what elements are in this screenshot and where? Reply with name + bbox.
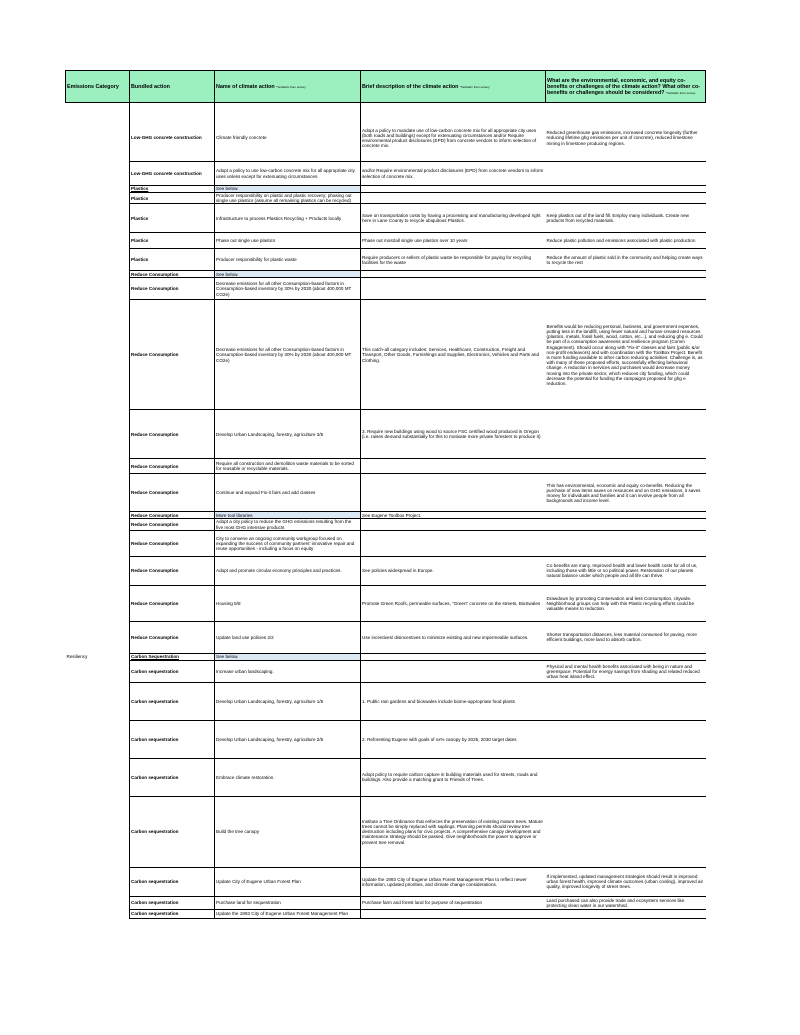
table-row: [66, 585, 706, 621]
description-cell[interactable]: Update the 1993 City of Eugene Urban Forest Management Plan to reflect newer information, updated priorities, and climate change considerations.: [361, 867, 546, 896]
table-row: [66, 909, 706, 918]
bundled-action-cell[interactable]: Reduce Consumption: [130, 512, 215, 519]
description-cell[interactable]: Use incentives/ disincentives to minimize existing and new impermeable surfaces.: [361, 621, 546, 653]
bundled-action-cell[interactable]: Carbon sequestration: [130, 909, 215, 918]
bundled-action-cell[interactable]: Reduce Consumption: [130, 519, 215, 530]
bundled-action-cell[interactable]: Reduce Consumption: [130, 300, 215, 410]
description-cell[interactable]: [361, 474, 546, 512]
header-bundled-action[interactable]: Bundled action: [130, 71, 215, 103]
bundled-action-cell[interactable]: Carbon sequestration: [130, 796, 215, 867]
category-cell[interactable]: Resiliency: [66, 654, 88, 660]
bundled-action-cell[interactable]: Carbon sequestration: [130, 720, 215, 758]
description-cell[interactable]: This catch-all category includes: Services, Healthcare, Construction, Freight and Transport, Other Goods, Furnishings and Supplies, Electronics, Vehicles and Parts and Clothing.: [361, 300, 546, 410]
description-cell[interactable]: and/or Require environmental product disclosures (EPD) from concrete vendors to inform selection of concrete mix.: [361, 162, 546, 186]
bundled-action-cell[interactable]: Plastics: [130, 204, 215, 233]
action-name-cell[interactable]: Build the tree canopy: [215, 796, 361, 867]
header-emissions-category[interactable]: Emissions Category: [66, 71, 130, 103]
bundled-action-cell[interactable]: Carbon sequestration: [130, 682, 215, 720]
co-benefits-cell[interactable]: [546, 459, 706, 474]
bundled-action-cell[interactable]: Reduce Consumption: [130, 530, 215, 556]
bundled-action-cell[interactable]: Reduce Consumption: [130, 621, 215, 653]
spacer-row: [66, 103, 706, 116]
action-name-cell[interactable]: Require all construction and demolition waste materials to be sorted for reusable or recyclable materials.: [215, 459, 361, 474]
action-name-cell[interactable]: Embrace climate restoration.: [215, 758, 361, 796]
category-cell[interactable]: [66, 720, 130, 758]
co-benefits-cell[interactable]: [546, 410, 706, 459]
header-note: *Verbatim from survey: [459, 84, 490, 89]
co-benefits-cell[interactable]: Benefits would be reducing personal, business, and government expenses, putting less in the landfill, using fewer natural and human-created resources (plastics, metals, fossil fuels, wood, cotton, etc...), and reducing ghg e. Could be part of a consumption awareness and resilience program (Comm Engagement). Should occur along with "Fix-it" classes and fairs (public &/or non-profit endeavors) and with coordination with the ToolBox Project. Benefit is more funding available to other carbon reducing activities. Challenge is, as with many of these proposed efforts, successfully effecting behavioral change. A reduction in services and purchases would decrease money moving into the private sector, which reduces city funding, which could decrease the potential for funding the campaigns proposed for ghg e reduction.: [546, 300, 706, 410]
action-name-cell[interactable]: Phase out single use plastics: [215, 233, 361, 249]
description-cell[interactable]: Adopt a policy to mandate use of low-carbon concrete mix for all appropriate city uses (both roads and buildings) except for extenuating circumstances and/or Require environmental product disclosures (EPD) from concrete vendors to inform selection of concrete mix.: [361, 115, 546, 162]
description-cell[interactable]: [361, 278, 546, 300]
description-cell[interactable]: Purchase farm and forest land for purpose of sequestration: [361, 896, 546, 909]
bundled-action-cell[interactable]: Carbon sequestration: [130, 758, 215, 796]
bundled-action-cell[interactable]: Plastics: [130, 193, 215, 204]
action-name-cell[interactable]: Develop Urban Landscaping, forestry, agriculture 1/5: [215, 682, 361, 720]
bundled-action-cell[interactable]: Reduce Consumption: [130, 459, 215, 474]
category-cell[interactable]: [66, 278, 130, 300]
table-row: [66, 867, 706, 896]
description-cell[interactable]: [361, 519, 546, 530]
category-cell[interactable]: [66, 682, 130, 720]
category-cell[interactable]: [66, 585, 130, 621]
co-benefits-cell[interactable]: [546, 758, 706, 796]
category-cell[interactable]: [66, 233, 130, 249]
table-row: [66, 660, 706, 682]
category-cell[interactable]: [66, 909, 130, 918]
category-cell[interactable]: [66, 300, 130, 410]
co-benefits-cell[interactable]: Land purchased can also provide trade and ecosystem services like protecting clean water in our watershed.: [546, 896, 706, 909]
co-benefits-cell[interactable]: Drawdown by promoting Conservation and less Consumption, citywide. Neighborhood groups can help with this Plastic recycling efforts could be valuable means to reduction.: [546, 585, 706, 621]
action-name-cell[interactable]: Housing 5/8: [215, 585, 361, 621]
category-cell[interactable]: [66, 758, 130, 796]
description-cell[interactable]: See Eugene Toolbox Project.: [361, 512, 546, 519]
action-name-cell[interactable]: See below.: [215, 271, 361, 278]
action-name-cell[interactable]: Develop Urban Landscaping, forestry, agriculture 2/5: [215, 720, 361, 758]
bundled-action-cell[interactable]: Reduce Consumption: [130, 271, 215, 278]
co-benefits-cell[interactable]: Physical and mental health benefits associated with being in nature and greenspace. Potential for energy savings from shading and related reduced urban heat island effect.: [546, 660, 706, 682]
description-cell[interactable]: Institute a Tree Ordinance that enforces the preservation of existing mature trees. Mature trees cannot be simply replaced with saplings. Planning permits should review tree destruction including plans for civic projects. A comprehensive canopy development and maintenance strategy should be passed. Give neighborhoods the power to approve or prevent tree removal.: [361, 796, 546, 867]
co-benefits-cell[interactable]: If implemented, updated management strategies should result in improved urban forest health, improved climate outcomes (urban cooling), improved air quality, improved longevity of street trees.: [546, 867, 706, 896]
co-benefits-cell[interactable]: Reduce plastic pollution and emissions associated with plastic production: [546, 233, 706, 249]
bundled-action-cell[interactable]: Carbon sequestration: [130, 896, 215, 909]
category-cell[interactable]: [66, 459, 130, 474]
action-name-cell[interactable]: City to convene an ongoing community workgroup focused on expanding the success of community partners' innovative repair and reuse opportunities - including a focus on equity: [215, 530, 361, 556]
description-cell[interactable]: [361, 271, 546, 278]
category-cell[interactable]: [66, 796, 130, 867]
description-cell[interactable]: Save on transportation costs by having a processing and manufacturing developed right here in Lane County to recycle ubiquitous Plastics.: [361, 204, 546, 233]
co-benefits-cell[interactable]: [546, 193, 706, 204]
co-benefits-cell[interactable]: [546, 271, 706, 278]
category-cell[interactable]: [66, 186, 130, 193]
bundled-action-cell[interactable]: Reduce Consumption: [130, 278, 215, 300]
bundled-action-cell[interactable]: Plastics: [130, 186, 215, 193]
category-cell[interactable]: [66, 512, 130, 519]
table-row: [66, 271, 706, 278]
action-name-cell[interactable]: See below.: [215, 186, 361, 193]
table-row: [66, 556, 706, 585]
header-description[interactable]: Brief description of the climate action *Verbatim from survey: [361, 71, 546, 103]
table-row: [66, 459, 706, 474]
action-name-cell[interactable]: Adopt a city policy to reduce the GHG emissions resulting from the five most GHG intensive products: [215, 519, 361, 530]
description-cell[interactable]: [361, 193, 546, 204]
header-note: *Verbatim from survey: [276, 84, 306, 89]
table-row: [66, 249, 706, 271]
action-name-cell[interactable]: See below.: [215, 653, 361, 660]
table-row: [66, 474, 706, 512]
action-name-cell[interactable]: Update City of Eugene Urban Forest Plan: [215, 867, 361, 896]
table-row: [66, 512, 706, 519]
bundled-action-cell[interactable]: Plastics: [130, 233, 215, 249]
co-benefits-cell[interactable]: Keep plastics out of the land fill. Employ many individuals. Create new products from recycled materials.: [546, 204, 706, 233]
category-cell[interactable]: [66, 204, 130, 233]
category-cell[interactable]: [66, 556, 130, 585]
co-benefits-cell[interactable]: [546, 796, 706, 867]
category-cell[interactable]: [66, 519, 130, 530]
description-cell[interactable]: [361, 186, 546, 193]
category-cell[interactable]: [66, 530, 130, 556]
action-name-cell[interactable]: Update land use policies 2/2: [215, 621, 361, 653]
description-cell[interactable]: Require producers or sellers of plastic waste be responsible for paying for recycling facilities for the waste: [361, 249, 546, 271]
bundled-action-cell[interactable]: Carbon Sequestration: [130, 653, 215, 660]
action-name-cell[interactable]: Decrease emissions for all other Consumption-based factors in Consumption-based inventory by 30% by 2030 (about 400,000 MT CO2e): [215, 300, 361, 410]
description-cell[interactable]: 2. Reforesting Eugene with goals of xx% canopy by 2025, 2030 target dates: [361, 720, 546, 758]
table-row: [66, 720, 706, 758]
bundled-action-cell[interactable]: Low-GHG concrete construction: [130, 115, 215, 162]
header-climate-action-name[interactable]: Name of climate action *Verbatim from survey: [215, 71, 361, 103]
description-cell[interactable]: 1. Public rain gardens and bioswales include biome-appropriate food plants: [361, 682, 546, 720]
action-name-cell[interactable]: Producer responsibility on plastic and plastic recovery; phasing out single use plastics (assume all remaining plastics can be recycled): [215, 193, 361, 204]
category-cell[interactable]: [66, 410, 130, 459]
bundled-action-cell[interactable]: Plastics: [130, 249, 215, 271]
action-name-cell[interactable]: Purchase land for sequestration: [215, 896, 361, 909]
table-row: [66, 193, 706, 204]
bundled-action-cell[interactable]: Reduce Consumption: [130, 474, 215, 512]
table-row: [66, 162, 706, 186]
co-benefits-cell[interactable]: [546, 653, 706, 660]
table-row: [66, 278, 706, 300]
table-row: [66, 115, 706, 162]
co-benefits-cell[interactable]: [546, 720, 706, 758]
description-cell[interactable]: Phase out most/all single use plastics over 10 years: [361, 233, 546, 249]
action-name-cell[interactable]: More tool libraries: [215, 512, 361, 519]
table-row: [66, 530, 706, 556]
description-cell[interactable]: [361, 909, 546, 918]
action-name-cell[interactable]: Develop Urban Landscaping, forestry, agriculture 3/5: [215, 410, 361, 459]
category-cell[interactable]: [66, 271, 130, 278]
co-benefits-cell[interactable]: [546, 162, 706, 186]
category-cell[interactable]: [66, 621, 130, 653]
table-row: [66, 758, 706, 796]
action-name-cell[interactable]: Adopt a policy to use low-carbon concrete mix for all appropriate city uses unless except for extenuating circumstances: [215, 162, 361, 186]
action-name-cell[interactable]: Adopt and promote circular economy principles and practices.: [215, 556, 361, 585]
co-benefits-cell[interactable]: This has environmental, economic and equity co-benefits. Reducing the purchase of new items saves on resources and on GHG emissions, it saves money for individuals and families and it can involve people from all backgrounds and income level.: [546, 474, 706, 512]
category-cell[interactable]: [66, 193, 130, 204]
table-row: [66, 653, 706, 660]
co-benefits-cell[interactable]: Shorter transportation distances, less material consumed for paving, more efficient buildings, more land to absorb carbon.: [546, 621, 706, 653]
co-benefits-cell[interactable]: Reduced greenhouse gas emissions, increased concrete longevity (further reducing lifetime ghg emissions per unit of concrete), reduced limestone mining in limestone producing regions.: [546, 115, 706, 162]
header-co-benefits[interactable]: What are the environmental, economic, and equity co-benefits or challenges of the climate action? What other co-benefits or challenges should be considered? *Verbatim from survey: [546, 71, 706, 103]
bundled-action-cell[interactable]: Carbon sequestration: [130, 660, 215, 682]
spreadsheet: [65, 70, 705, 919]
climate-actions-table: [65, 70, 706, 919]
bundled-action-cell[interactable]: Carbon sequestration: [130, 867, 215, 896]
co-benefits-cell[interactable]: Co benefits are many. Improved health and lower health costs for all of us, including those with little or no political power. Restoration of our planets natural balance under which people and all life can thrive.: [546, 556, 706, 585]
table-row: [66, 204, 706, 233]
category-cell[interactable]: [66, 474, 130, 512]
header-row: [66, 71, 706, 103]
action-name-cell[interactable]: Increase urban landscaping.: [215, 660, 361, 682]
bundled-action-cell[interactable]: Reduce Consumption: [130, 410, 215, 459]
table-row: [66, 796, 706, 867]
table-row: [66, 519, 706, 530]
category-cell[interactable]: [66, 115, 130, 162]
table-row: [66, 186, 706, 193]
table-row: [66, 233, 706, 249]
table-row: [66, 410, 706, 459]
co-benefits-cell[interactable]: [546, 512, 706, 519]
co-benefits-cell[interactable]: [546, 519, 706, 530]
description-cell[interactable]: See policies widespread in Europe.: [361, 556, 546, 585]
table-row: [66, 896, 706, 909]
co-benefits-cell[interactable]: Reduce the amount of plastic sold in the community and helping create ways to recycle the rest: [546, 249, 706, 271]
action-name-cell[interactable]: Decrease emissions for all other Consumption-based factors in Consumption-based inventory by 30% by 2030 (about 400,000 MT CO2e): [215, 278, 361, 300]
table-row: [66, 682, 706, 720]
co-benefits-cell[interactable]: [546, 278, 706, 300]
description-cell[interactable]: Promote Green Roofs, permeable surfaces, "Green" concrete on the streets, BioSwales: [361, 585, 546, 621]
category-cell[interactable]: [66, 867, 130, 896]
co-benefits-cell[interactable]: [546, 682, 706, 720]
category-cell[interactable]: [66, 896, 130, 909]
description-cell[interactable]: 3. Require new buildings using wood to source FSC certified wood produced in Oregon (i.e. raises demand substantially for this to motivate more private foresters to produce it): [361, 410, 546, 459]
action-name-cell[interactable]: Update the 1993 City of Eugene Urban Forest Management Plan: [215, 909, 361, 918]
action-name-cell[interactable]: Climate friendly concrete: [215, 115, 361, 162]
description-cell[interactable]: [361, 660, 546, 682]
action-name-cell[interactable]: Producer responsibility for plastic waste: [215, 249, 361, 271]
table-row: [66, 300, 706, 410]
description-cell[interactable]: [361, 530, 546, 556]
bundled-action-cell[interactable]: Reduce Consumption: [130, 585, 215, 621]
category-cell[interactable]: [66, 249, 130, 271]
co-benefits-cell[interactable]: [546, 909, 706, 918]
co-benefits-cell[interactable]: [546, 186, 706, 193]
header-note: *Verbatim from survey: [665, 90, 696, 95]
description-cell[interactable]: [361, 653, 546, 660]
description-cell[interactable]: [361, 459, 546, 474]
action-name-cell[interactable]: Infrastructure to process Plastics Recycling + Products locally: [215, 204, 361, 233]
co-benefits-cell[interactable]: [546, 530, 706, 556]
bundled-action-cell[interactable]: Low-GHG concrete construction: [130, 162, 215, 186]
table-row: [66, 621, 706, 653]
bundled-action-cell[interactable]: Reduce Consumption: [130, 556, 215, 585]
category-cell[interactable]: [66, 162, 130, 186]
description-cell[interactable]: Adopt policy to require carbon capture in building materials used for streets, roads and buildings. Also provide a matching grant to Friends of Trees.: [361, 758, 546, 796]
category-cell[interactable]: [66, 660, 130, 682]
action-name-cell[interactable]: Continue and expand Fix-it fairs and add classes: [215, 474, 361, 512]
table-body: [66, 103, 706, 919]
